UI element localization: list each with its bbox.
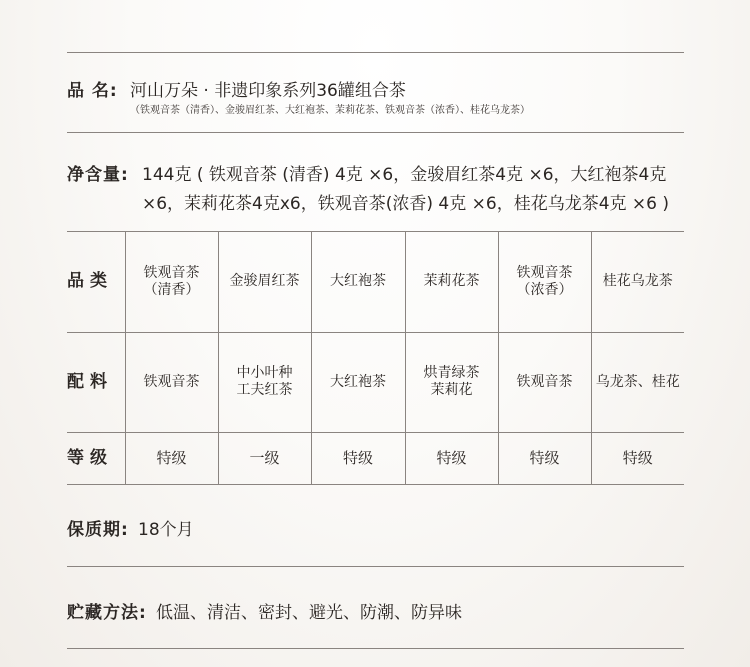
table-cell: 乌龙茶、桂花 [591,332,684,433]
divider-2 [67,132,684,133]
table-cell: 铁观音茶 （清香） [125,232,218,333]
storage-value: 低温、清洁、密封、避光、防潮、防异味 [156,603,462,623]
table-cell: 桂花乌龙茶 [591,232,684,333]
table-cell: 特级 [405,433,498,485]
net-content-label: 净含量: [67,165,129,185]
table-cell: 大红袍茶 [311,332,405,433]
product-name-label: 品 名: [67,81,118,101]
table-cell: 铁观音茶 [125,332,218,433]
table-cell: 特级 [125,433,218,485]
table-cell: 大红袍茶 [311,232,405,333]
divider-top [67,52,684,53]
net-content-line1: 144克 ( 铁观音茶 (清香) 4克 ×6，金骏眉红茶4克 ×6，大红袍茶4克 [142,165,667,185]
table-cell: 金骏眉红茶 [218,232,311,333]
table-row-grade [67,433,684,485]
table-cell: 铁观音茶 （浓香） [498,232,591,333]
table-cell: 烘青绿茶 茉莉花 [405,332,498,433]
row-label-category: 品类 [67,232,125,333]
table-cell: 特级 [498,433,591,485]
table-cell: 茉莉花茶 [405,232,498,333]
table-cell: 特级 [591,433,684,485]
row-label-ingredients: 配料 [67,332,125,433]
table-row-category [67,232,684,333]
product-name-value: 河山万朵 · 非遗印象系列36罐组合茶 [130,81,406,101]
shelf-life-label: 保质期: [67,520,129,540]
spec-table [67,231,684,485]
row-label-grade: 等级 [67,433,125,485]
table-cell: 特级 [311,433,405,485]
storage-label: 贮藏方法: [67,603,147,623]
table-cell: 铁观音茶 [498,332,591,433]
net-content-line2: ×6，茉莉花茶4克x6，铁观音茶(浓香) 4克 ×6，桂花乌龙茶4克 ×6 ) [142,194,670,214]
table-cell: 一级 [218,433,311,485]
divider-bottom [67,648,684,649]
shelf-life-value: 18个月 [138,520,194,540]
table-row-ingredients [67,332,684,433]
product-name-sub: （铁观音茶（清香）、金骏眉红茶、大红袍茶、茉莉花茶、铁观音茶（浓香）、桂花乌龙茶） [130,105,530,116]
divider-4 [67,566,684,567]
table-cell: 中小叶种 工夫红茶 [218,332,311,433]
